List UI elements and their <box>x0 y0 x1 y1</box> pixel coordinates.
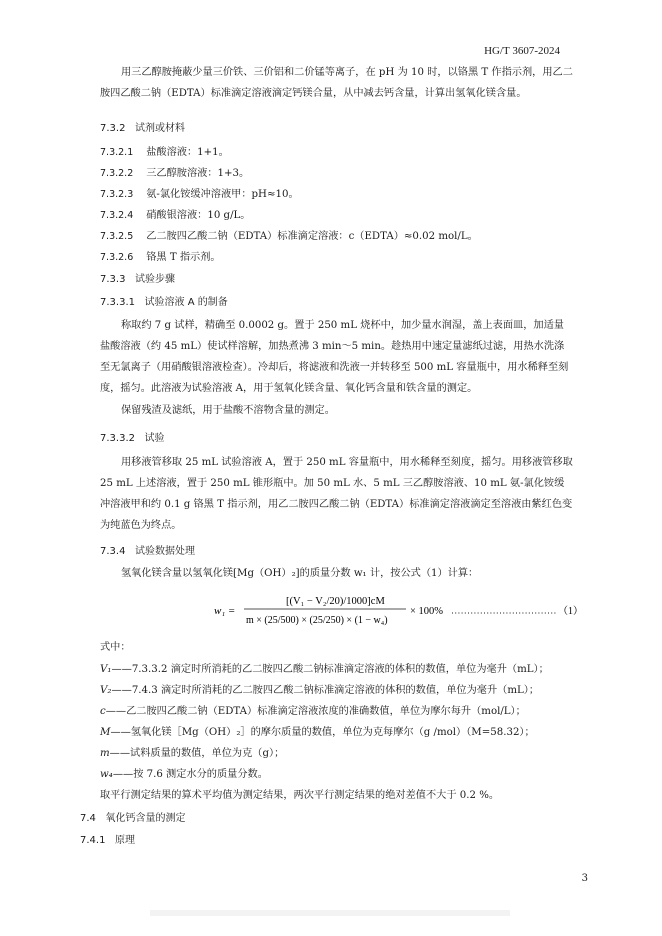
variable-definition: V₂——7.4.3 滴定时所消耗的乙二胺四乙酸二钠标准滴定溶液的体积的数值，单位为毫升（mL）； <box>100 685 540 696</box>
equation-number: （1） <box>558 606 583 617</box>
footer-watermark-strip <box>150 910 510 916</box>
variable-definition: V₁——7.3.3.2 滴定时所消耗的乙二胺四乙酸二钠标准滴定溶液的体积的数值，单位为毫升（mL）； <box>100 664 549 675</box>
reagent-item: 7.3.2.2 三乙醇胺溶液：1+3。 <box>100 168 250 179</box>
section-7-4: 7.4 氧化钙含量的测定 <box>80 813 186 824</box>
section-7-3-3-1: 7.3.3.1 试验溶液 A 的制备 <box>100 297 228 308</box>
calculation-intro: 氢氧化镁含量以氢氧化镁[Mg（OH）₂]的质量分数 w₁ 计，按公式（1）计算： <box>121 568 479 579</box>
preparation-paragraph: 称取约 7 g 试样，精确至 0.0002 g。置于 250 mL 烧杯中，加少量水润湿，盖上表面皿，加适量盐酸溶液（约 45 mL）使试样溶解，加热煮沸 3 min～5 min。趁热用中速定量滤纸过滤，用热水洗涤至无氯离子（用硝酸银溶液检查）。冷却后，将滤液和洗液一并转移至 500 mL 容量瓶中，用水稀释至刻度，摇匀。此溶液为试验溶液 A，用于氢氧化镁含量、氧化钙含量和铁含量的测定。 <box>100 320 569 394</box>
reagent-item: 7.3.2.5 乙二胺四乙酸二钠（EDTA）标准滴定溶液：c（EDTA）≈0.02 mol/L。 <box>100 231 478 242</box>
variable-definition: w₄——按 7.6 测定水分的质量分数。 <box>100 769 268 780</box>
section-7-3-3: 7.3.3 试验步骤 <box>100 274 175 285</box>
formula-tail: × 100% <box>410 606 444 617</box>
section-7-3-2: 7.3.2 试剂或材料 <box>100 123 185 134</box>
section-7-3-3-2: 7.3.3.2 试验 <box>100 433 165 444</box>
reagent-item: 7.3.2.6 铬黑 T 指示剂。 <box>100 252 221 263</box>
formula-numerator: [(V₁ − V₂/20)/1000]cM <box>286 596 385 607</box>
variable-definition: c——乙二胺四乙酸二钠（EDTA）标准滴定溶液浓度的准确数值，单位为摩尔每升（mol/L）； <box>100 706 526 717</box>
section-7-4-1: 7.4.1 原理 <box>80 835 135 846</box>
result-statement: 取平行测定结果的算术平均值为测定结果，两次平行测定结果的绝对差值不大于 0.2 %。 <box>100 790 500 801</box>
section-7-3-4: 7.3.4 试验数据处理 <box>100 546 195 557</box>
residue-paragraph: 保留残渣及滤纸，用于盐酸不溶物含量的测定。 <box>121 405 335 416</box>
formula-lhs: w₁ = <box>214 605 236 617</box>
reagent-item: 7.3.2.1 盐酸溶液：1+1。 <box>100 147 229 158</box>
formula-1 <box>214 590 584 630</box>
test-paragraph: 用移液管移取 25 mL 试验溶液 A，置于 250 mL 容量瓶中，用水稀释至刻度，摇匀。用移液管移取 25 mL 上述溶液，置于 250 mL 锥形瓶中。加 50 mL 水、5 mL 三乙醇胺溶液、10 mL 氨-氯化铵缓冲溶液甲和约 0.1 g 铬黑 T 指示剂，用乙二胺四乙酸二钠（EDTA）标准滴定溶液滴定至溶液由紫红色变为纯蓝色为终点。 <box>100 457 573 531</box>
intro-paragraph: 用三乙醇胺掩蔽少量三价铁、三价铝和二价锰等离子，在 pH 为 10 时，以铬黑 T 作指示剂，用乙二胺四乙酸二钠（EDTA）标准滴定溶液滴定钙镁合量，从中减去钙含量，计算出氢氧化镁含量。 <box>100 67 573 99</box>
reagent-item: 7.3.2.4 硝酸银溶液：10 g/L。 <box>100 210 251 221</box>
variable-definition: m——试料质量的数值，单位为克（g）； <box>100 748 285 759</box>
standard-code: HG/T 3607-2024 <box>484 45 560 57</box>
page-number: 3 <box>581 873 588 884</box>
reagent-item: 7.3.2.3 氨-氯化铵缓冲溶液甲：pH≈10。 <box>100 189 299 200</box>
variable-definition: M——氢氧化镁［Mg（OH）₂］的摩尔质量的数值，单位为克每摩尔（g /mol）（M=58.32）； <box>100 727 535 738</box>
formula-denominator: m × (25/500) × (25/250) × (1 − w₄) <box>246 615 388 626</box>
where-label: 式中： <box>100 642 131 653</box>
